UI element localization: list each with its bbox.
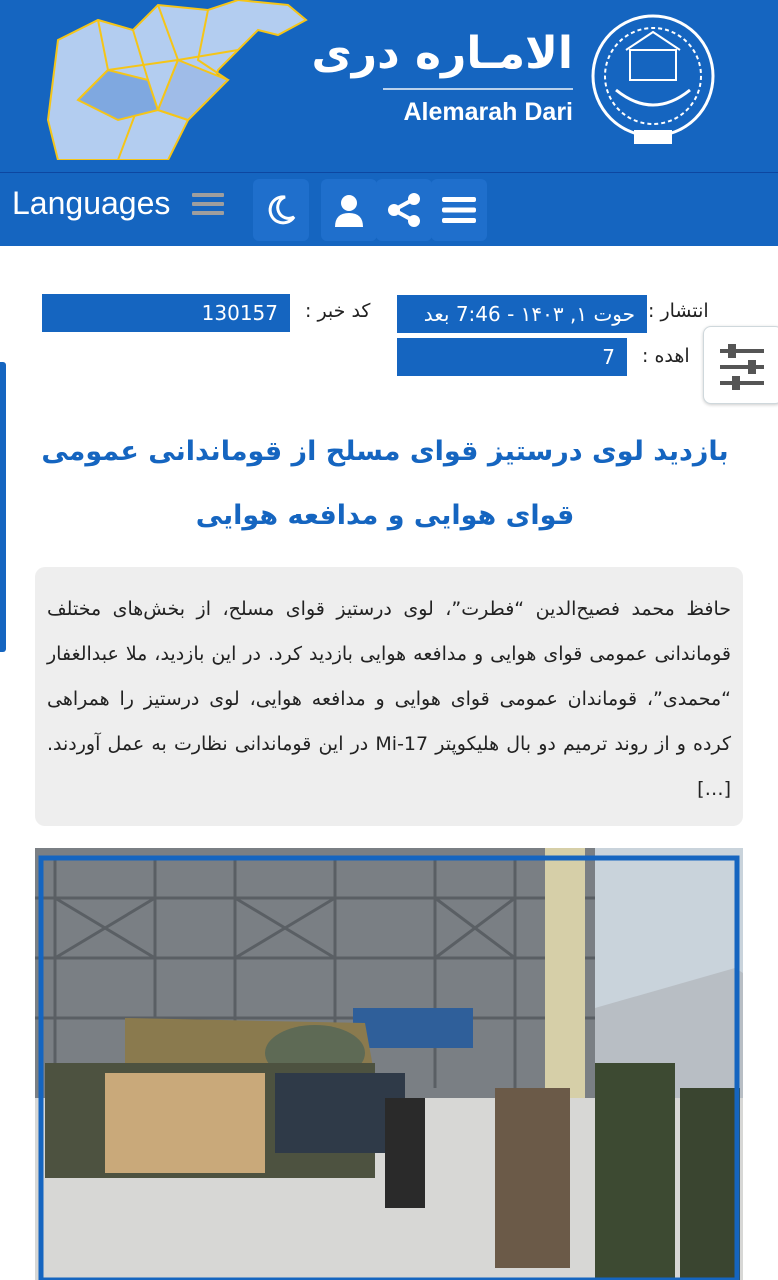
- brand-divider: [383, 88, 573, 90]
- top-toolbar: [0, 172, 778, 246]
- brand-title-dari: الامـاره دری: [311, 28, 573, 79]
- news-code-label: کد خبر :: [305, 300, 371, 322]
- brand-title-english: Alemarah Dari: [403, 98, 573, 126]
- settings-filter-button[interactable]: [703, 326, 778, 404]
- article-summary: حافظ محمد فصیح‌الدین “فطرت”، لوی درستیز قوای مسلح، از بخش‌های مختلف قوماندانی عمومی قوای هوایی و مدافعه هوایی بازدید کرد. در این بازدید، ملا عبدالغفار “محمدی”، قوماندان عمومی قوای هوایی و مدافعه هوایی، لوی درستیز را همراهی کرده و از روند ترمیم دو بال هلیکوپتر Mi-17 در این قوماندانی نظارت به عمل آوردند. […]: [35, 567, 743, 826]
- languages-menu-icon[interactable]: [192, 193, 224, 219]
- main-menu-button[interactable]: [431, 179, 487, 241]
- hangar-scene-image: [35, 848, 743, 1280]
- emirate-emblem-logo: [586, 10, 720, 150]
- views-label: اهده :: [642, 345, 690, 367]
- user-account-button[interactable]: [321, 179, 377, 241]
- article-title: بازدید لوی درستیز قوای مسلح از قوماندانی عمومی قوای هوایی و مدافعه هوایی: [41, 436, 729, 531]
- side-drawer-handle[interactable]: [0, 362, 6, 652]
- publish-label: انتشار :: [648, 300, 709, 322]
- share-icon: [386, 192, 422, 228]
- share-button[interactable]: [376, 179, 432, 241]
- site-header: [0, 0, 778, 172]
- article-photo[interactable]: [35, 848, 743, 1280]
- sliders-icon: [716, 337, 776, 397]
- moon-icon: [264, 193, 298, 227]
- user-icon: [333, 193, 365, 227]
- views-count: 7: [397, 338, 627, 376]
- news-code-value: 130157: [42, 294, 290, 332]
- languages-link[interactable]: Languages: [12, 185, 171, 221]
- publish-date: حوت ۱, ۱۴۰۳ - 7:46 بعد: [397, 295, 647, 333]
- dark-mode-button[interactable]: [253, 179, 309, 241]
- menu-icon: [442, 195, 476, 225]
- afghanistan-map-graphic: [38, 0, 308, 160]
